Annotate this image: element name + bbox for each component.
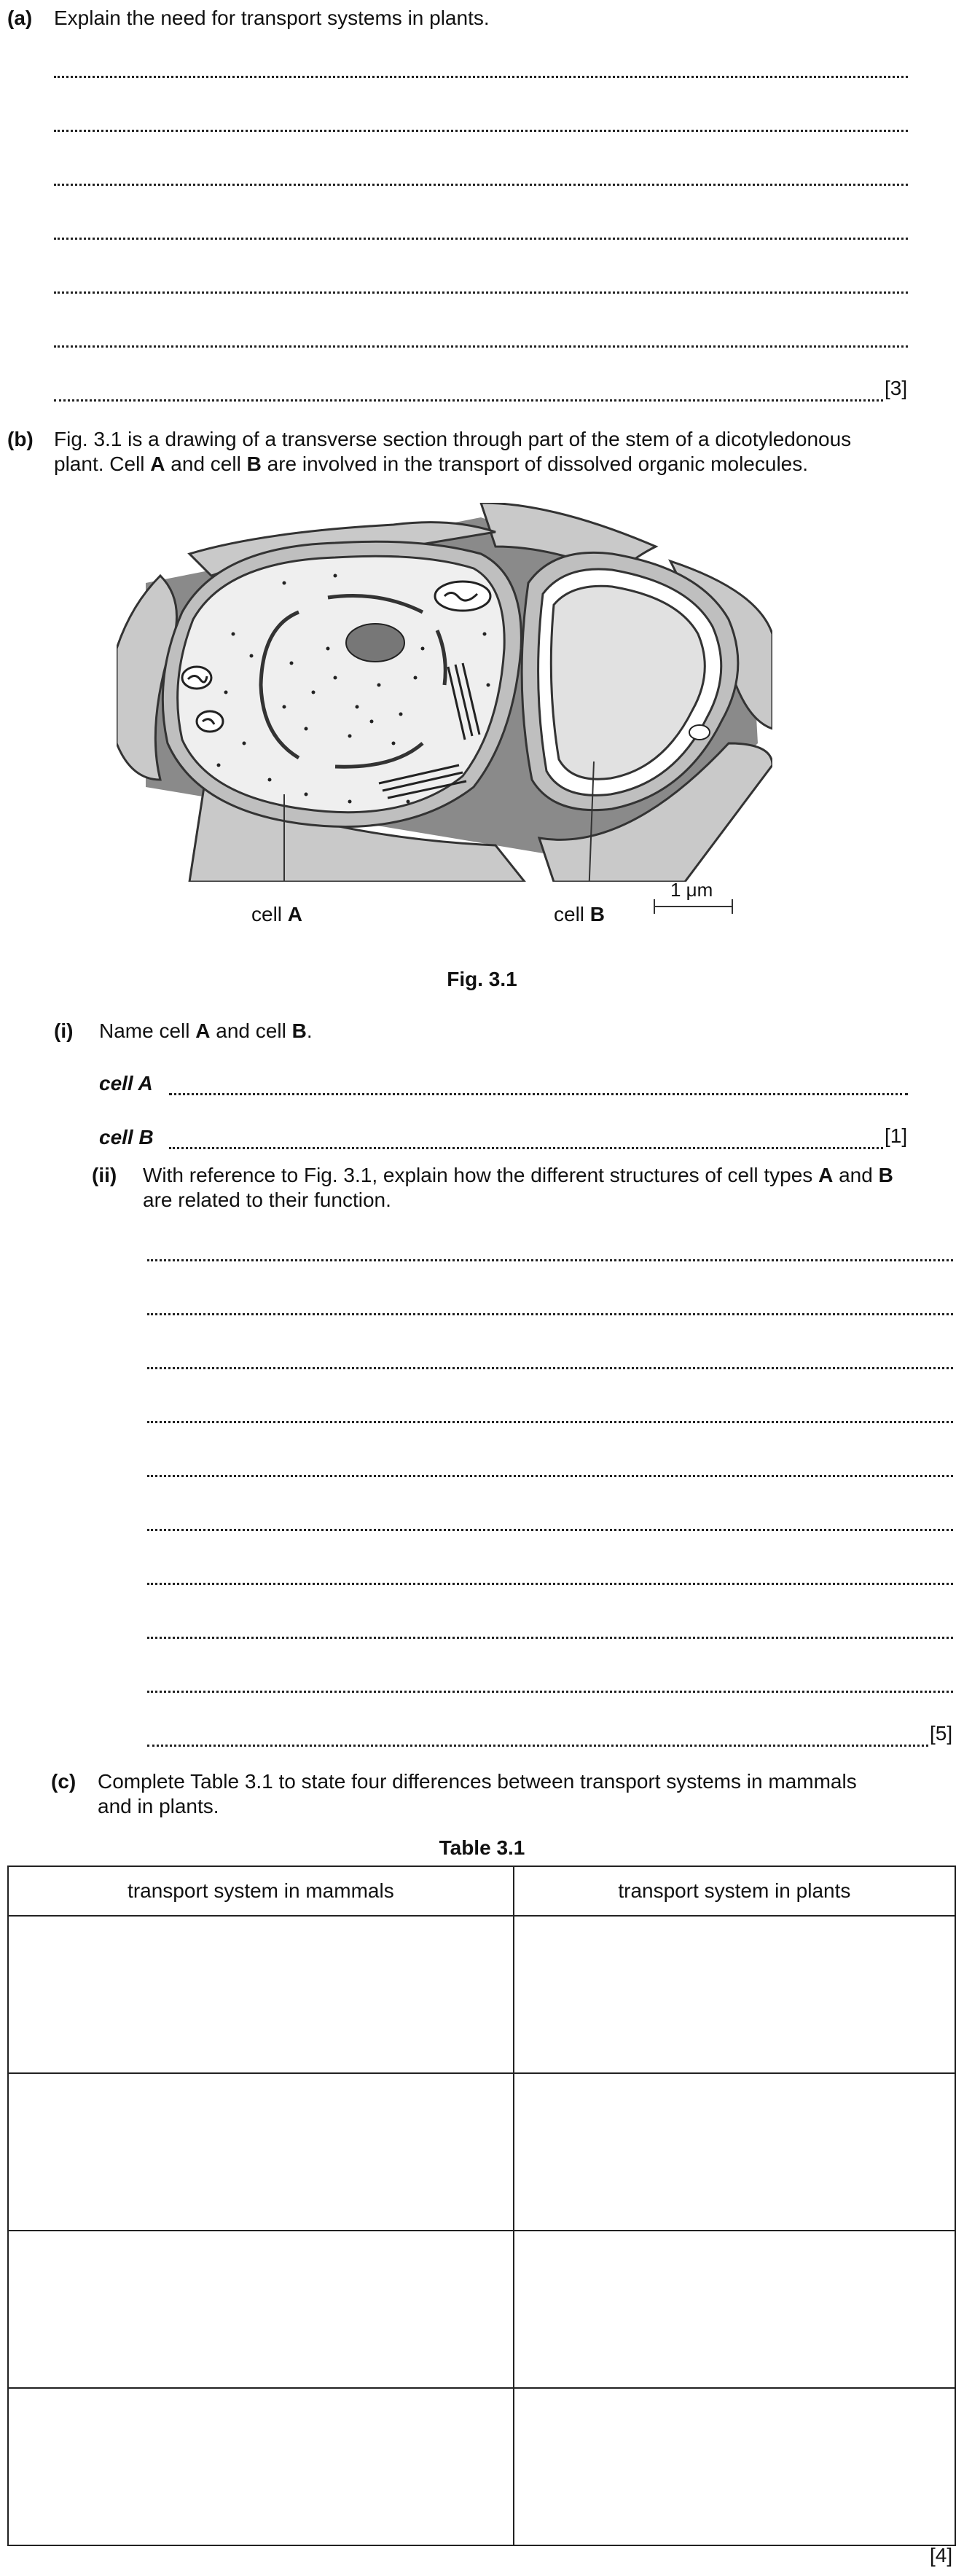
cell-a-answer-label: cell A xyxy=(99,1072,153,1095)
answer-line[interactable] xyxy=(147,1259,953,1261)
sub-ii-question-line2: are related to their function. xyxy=(143,1189,391,1211)
fig-3-1-caption: Fig. 3.1 xyxy=(447,968,517,990)
part-b-label: (b) xyxy=(7,428,34,450)
sub-i-label: (i) xyxy=(54,1019,74,1042)
table-row xyxy=(8,2231,955,2388)
table-3-1 xyxy=(7,1866,956,2546)
fig-label-cell-b: cell B xyxy=(554,903,606,925)
answer-cell[interactable] xyxy=(514,1916,955,2073)
answer-line[interactable] xyxy=(54,76,908,78)
sub-ii-label: (ii) xyxy=(92,1164,117,1186)
column-header-plants: transport system in plants xyxy=(514,1866,955,1916)
scale-bar-label: 1 μm xyxy=(670,879,713,901)
answer-cell[interactable] xyxy=(8,2231,514,2388)
sub-ii-marks: [5] xyxy=(930,1722,953,1745)
sub-i-marks: [1] xyxy=(885,1124,908,1147)
part-c-marks: [4] xyxy=(930,2544,953,2567)
part-c-question-line2: and in plants. xyxy=(98,1795,219,1817)
cell-a-nucleolus xyxy=(346,624,404,662)
answer-line[interactable] xyxy=(54,291,908,294)
answer-line[interactable] xyxy=(147,1313,953,1315)
table-header-row xyxy=(8,1866,955,1916)
answer-cell[interactable] xyxy=(8,2388,514,2545)
answer-cell[interactable] xyxy=(8,2073,514,2231)
answer-line[interactable] xyxy=(147,1583,953,1585)
fig-label-cell-a: cell A xyxy=(251,903,303,925)
sub-ii-question-line1: With reference to Fig. 3.1, explain how the different structures of cell types A and B xyxy=(143,1164,893,1186)
answer-line[interactable] xyxy=(147,1637,953,1639)
sub-i-question: Name cell A and cell B. xyxy=(99,1019,313,1042)
cell-a-answer-line[interactable] xyxy=(169,1093,908,1095)
answer-line[interactable] xyxy=(54,399,883,402)
answer-cell[interactable] xyxy=(514,2073,955,2231)
cell-b-answer-line[interactable] xyxy=(169,1147,883,1149)
answer-line[interactable] xyxy=(147,1367,953,1369)
answer-cell[interactable] xyxy=(8,1916,514,2073)
answer-line[interactable] xyxy=(147,1529,953,1531)
part-c-question-line1: Complete Table 3.1 to state four differences between transport systems in mammals xyxy=(98,1770,857,1793)
cell-b-organelle xyxy=(689,725,710,740)
answer-line[interactable] xyxy=(54,130,908,132)
answer-cell[interactable] xyxy=(514,2388,955,2545)
part-b-intro-line2: plant. Cell A and cell B are involved in the transport of dissolved organic molecules. xyxy=(54,453,809,475)
answer-line[interactable] xyxy=(54,238,908,240)
answer-cell[interactable] xyxy=(514,2231,955,2388)
part-a-label: (a) xyxy=(7,7,33,29)
part-a-question: Explain the need for transport systems in plants. xyxy=(54,7,490,29)
table-row xyxy=(8,2388,955,2545)
scale-bar xyxy=(652,898,736,915)
fig-3-1-drawing xyxy=(117,503,772,882)
answer-line[interactable] xyxy=(147,1421,953,1423)
part-b-intro-line1: Fig. 3.1 is a drawing of a transverse section through part of the stem of a dicotyledonous xyxy=(54,428,852,450)
part-c-label: (c) xyxy=(51,1770,77,1793)
table-3-1-caption: Table 3.1 xyxy=(439,1836,525,1859)
table-row xyxy=(8,2073,955,2231)
answer-line[interactable] xyxy=(54,345,908,348)
table-row xyxy=(8,1916,955,2073)
part-a-marks: [3] xyxy=(885,377,908,399)
answer-line[interactable] xyxy=(147,1745,928,1747)
answer-line[interactable] xyxy=(54,184,908,186)
column-header-mammals: transport system in mammals xyxy=(8,1866,514,1916)
answer-line[interactable] xyxy=(147,1691,953,1693)
answer-line[interactable] xyxy=(147,1475,953,1477)
cell-b-answer-label: cell B xyxy=(99,1126,154,1148)
